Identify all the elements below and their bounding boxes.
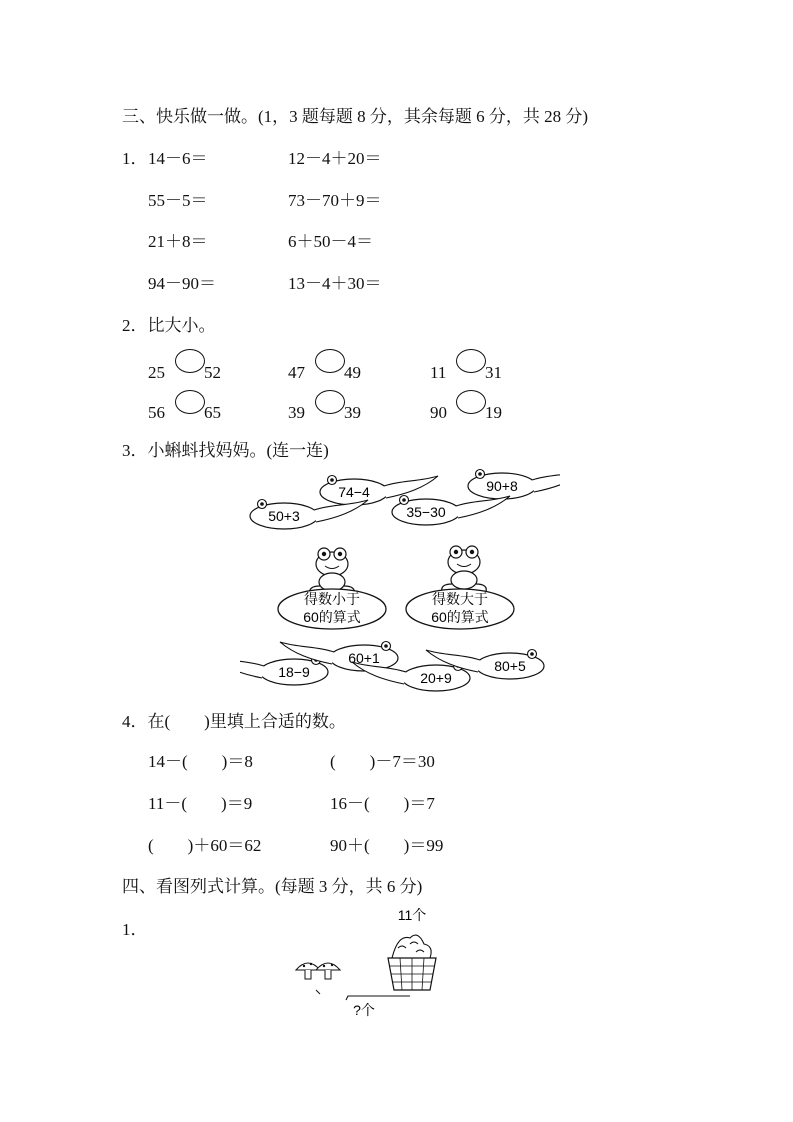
q1-left-1: 14－6＝ xyxy=(148,149,208,168)
tadpole-bottom-3-label: 20+9 xyxy=(420,670,452,686)
q1-right-3: 6＋50－4＝ xyxy=(288,232,373,251)
q2-r2-c3-left: 90 xyxy=(430,403,447,422)
tadpole-top-2 xyxy=(468,470,560,500)
lilypad-right-line2: 60的算式 xyxy=(431,609,489,625)
q4-title: 4．在( )里填上合适的数。 xyxy=(122,712,346,731)
tadpole-bottom-1-label: 18−9 xyxy=(278,664,310,680)
tadpole-top-4-label: 35−30 xyxy=(406,504,446,520)
q2-r2-c2-left: 39 xyxy=(288,403,305,422)
q2-r1-c2-right: 49 xyxy=(344,363,361,382)
q2-r2-c1-right: 65 xyxy=(204,403,221,422)
q3-title: 3．小蝌蚪找妈妈。(连一连) xyxy=(122,441,329,460)
tadpole-top-4 xyxy=(392,496,510,526)
q4-r2-right: 16－( )＝7 xyxy=(330,794,435,813)
q1-right-2: 73－70＋9＝ xyxy=(288,191,382,210)
basket-icon xyxy=(388,935,436,990)
tadpole-bottom-3 xyxy=(352,662,470,692)
q2-title: 2．比大小。 xyxy=(122,316,216,335)
compare-circle[interactable] xyxy=(315,390,345,414)
q2-r1-c1-right: 52 xyxy=(204,363,221,382)
q1-left-4: 94－90＝ xyxy=(148,274,216,293)
lilypad-left-line1: 得数小于 xyxy=(304,591,360,607)
mushroom-icon xyxy=(316,963,340,979)
mushroom-icon xyxy=(296,963,320,979)
tadpole-top-2-label: 90+8 xyxy=(486,478,518,494)
q2-r2-c3-right: 19 xyxy=(485,403,502,422)
q1-right-4: 13－4＋30＝ xyxy=(288,274,382,293)
section4-heading: 四、看图列式计算。(每题 3 分，共 6 分) xyxy=(122,877,423,896)
q2-r2-c1-left: 56 xyxy=(148,403,165,422)
tadpole-top-1-label: 74−4 xyxy=(338,484,370,500)
frog-left xyxy=(310,548,355,594)
q1-left-2: 55－5＝ xyxy=(148,191,208,210)
compare-circle[interactable] xyxy=(456,349,486,373)
lilypad-right-line1: 得数大于 xyxy=(432,591,488,607)
s4-q1-number: 1． xyxy=(122,920,148,939)
mushroom-basket-figure xyxy=(290,904,450,1024)
frog-right xyxy=(442,546,487,592)
q4-r1-right: ( )－7＝30 xyxy=(330,752,435,771)
q2-r2-c2-right: 39 xyxy=(344,403,361,422)
lilypad-left-line2: 60的算式 xyxy=(303,609,361,625)
tadpole-matching-figure xyxy=(240,468,560,696)
bracket-line xyxy=(346,996,410,1000)
q1-left-3: 21＋8＝ xyxy=(148,232,208,251)
compare-circle[interactable] xyxy=(175,349,205,373)
compare-circle[interactable] xyxy=(315,349,345,373)
q4-r3-right: 90＋( )＝99 xyxy=(330,836,444,855)
q2-r1-c3-right: 31 xyxy=(485,363,502,382)
tadpole-top-3 xyxy=(250,500,368,530)
compare-circle[interactable] xyxy=(175,390,205,414)
question-label: ?个 xyxy=(353,1002,375,1018)
q4-r1-left: 14－( )＝8 xyxy=(148,752,253,771)
tadpole-bottom-4-label: 80+5 xyxy=(494,658,526,674)
q1-number: 1． xyxy=(122,149,148,168)
compare-circle[interactable] xyxy=(456,390,486,414)
section3-heading: 三、快乐做一做。(1，3 题每题 8 分，其余每题 6 分，共 28 分) xyxy=(122,107,589,126)
q4-r3-left: ( )＋60＝62 xyxy=(148,836,262,855)
q2-r1-c2-left: 47 xyxy=(288,363,305,382)
tadpole-bottom-2-label: 60+1 xyxy=(348,650,380,666)
q1-right-1: 12－4＋20＝ xyxy=(288,149,382,168)
q2-r1-c1-left: 25 xyxy=(148,363,165,382)
total-label: 11个 xyxy=(397,907,427,923)
q4-r2-left: 11－( )＝9 xyxy=(148,794,253,813)
brace-mark xyxy=(316,990,320,994)
q2-r1-c3-left: 11 xyxy=(430,363,447,382)
tadpole-top-3-label: 50+3 xyxy=(268,508,300,524)
